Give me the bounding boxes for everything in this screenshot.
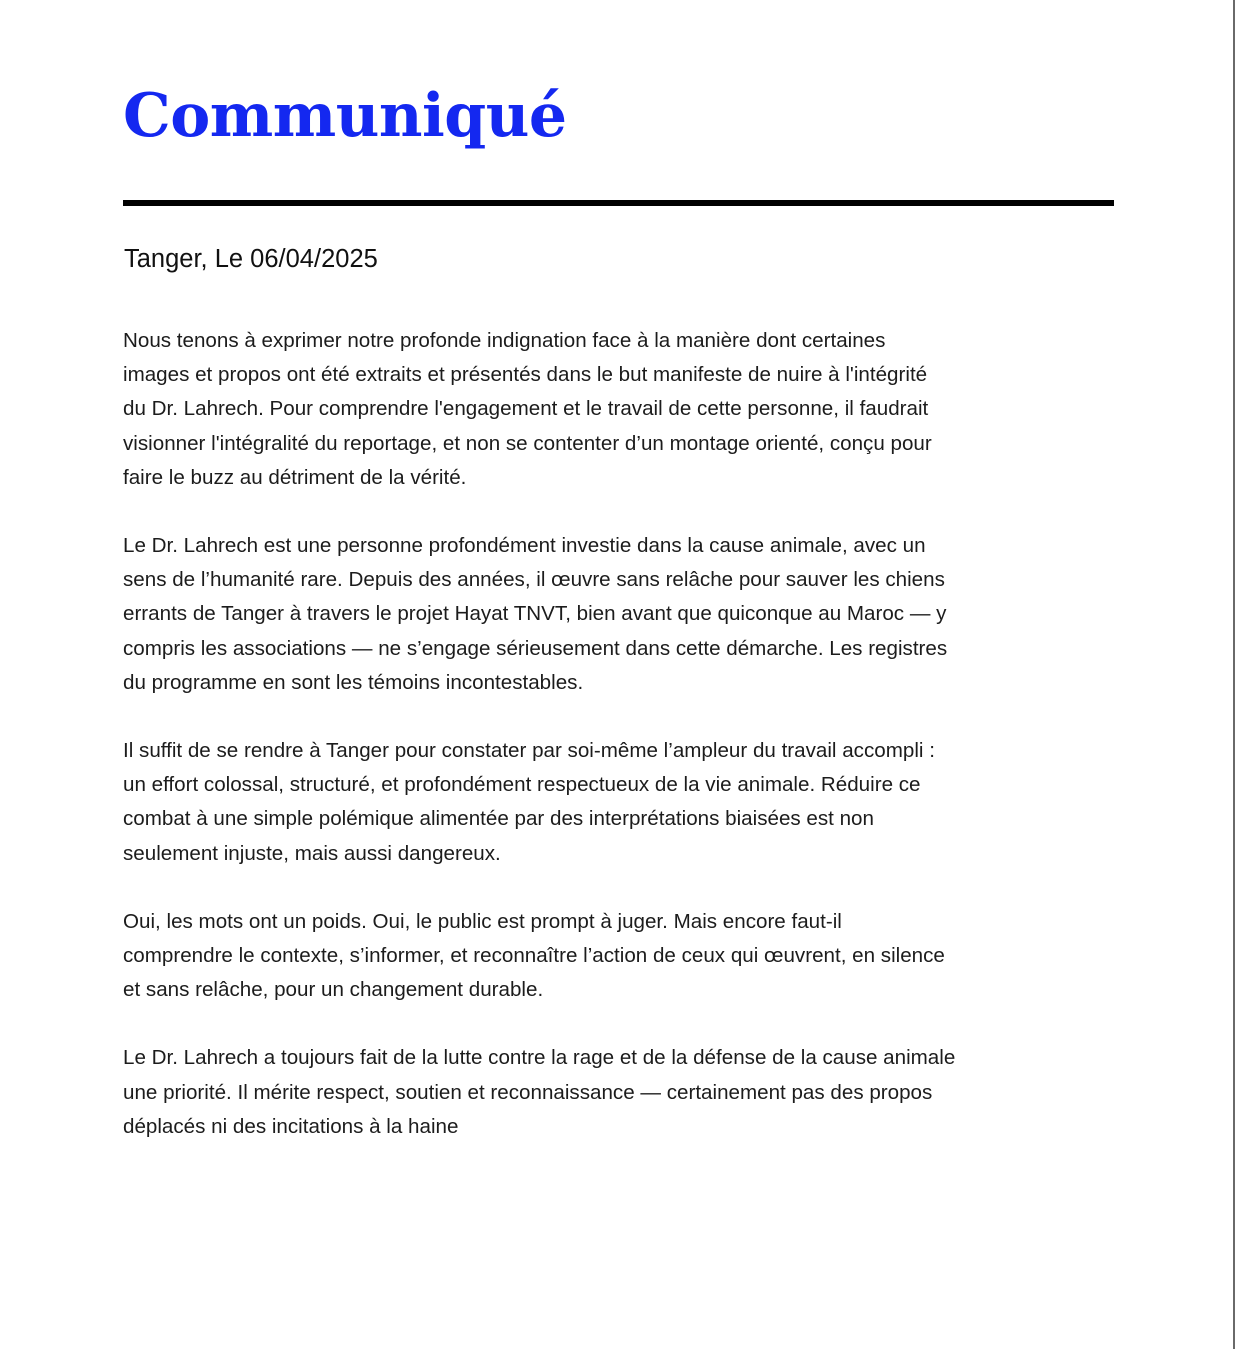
body-text (123, 324, 1118, 1178)
text-line: Nous tenons à exprimer notre profonde indignation face à la manière dont certaines (123, 329, 886, 352)
text-line: du programme en sont les témoins incontestables. (123, 670, 584, 694)
paragraph-3 (123, 734, 1118, 871)
text-line: faire le buzz au détriment de la vérité. (123, 465, 467, 489)
text-line: seulement injuste, mais aussi dangereux. (123, 841, 501, 865)
text-line: combat à une simple polémique alimentée par des interprétations biaisées est non (123, 807, 874, 831)
text-line: Il suffit de se rendre à Tanger pour constater par soi-même l’ampleur du travail accompli : (123, 739, 935, 763)
text-line: Le Dr. Lahrech est une personne profondément investie dans la cause animale, avec un (123, 534, 926, 558)
text-line: une priorité. Il mérite respect, soutien et reconnaissance — certainement pas des propos (123, 1080, 933, 1104)
text-line: déplacés ni des incitations à la haine (123, 1114, 459, 1138)
paragraph-4 (123, 905, 1118, 1008)
paragraph-5 (123, 1041, 1118, 1144)
text-line: sens de l’humanité rare. Depuis des années, il œuvre sans relâche pour sauver les chiens (123, 568, 945, 592)
page-edge-line (1233, 0, 1235, 1349)
text-line: comprendre le contexte, s’informer, et reconnaître l’action de ceux qui œuvrent, en silence (123, 944, 945, 968)
text-line: errants de Tanger à travers le projet Hayat TNVT, bien avant que quiconque au Maroc — y (123, 602, 947, 626)
paragraph-1 (123, 324, 1118, 495)
text-line: Le Dr. Lahrech a toujours fait de la lutte contre la rage et de la défense de la cause animale (123, 1046, 956, 1070)
text-line: du Dr. Lahrech. Pour comprendre l'engagement et le travail de cette personne, il faudrait (123, 397, 929, 421)
text-line: Oui, les mots ont un poids. Oui, le public est prompt à juger. Mais encore faut-il (123, 909, 842, 933)
title-divider (123, 200, 1114, 206)
document-title: Communiqué (123, 81, 567, 151)
text-line: compris les associations — ne s’engage sérieusement dans cette démarche. Les registres (123, 636, 948, 660)
text-line: visionner l'intégralité du reportage, et non se contenter d’un montage orienté, conçu pour (123, 431, 932, 455)
paragraph-2 (123, 529, 1118, 700)
dateline: Tanger, Le 06/04/2025 (124, 245, 378, 273)
text-line: un effort colossal, structuré, et profondément respectueux de la vie animale. Réduire ce (123, 773, 921, 797)
text-line: images et propos ont été extraits et présentés dans le but manifeste de nuire à l'intégrité (123, 363, 928, 387)
text-line: et sans relâche, pour un changement durable. (123, 978, 544, 1002)
